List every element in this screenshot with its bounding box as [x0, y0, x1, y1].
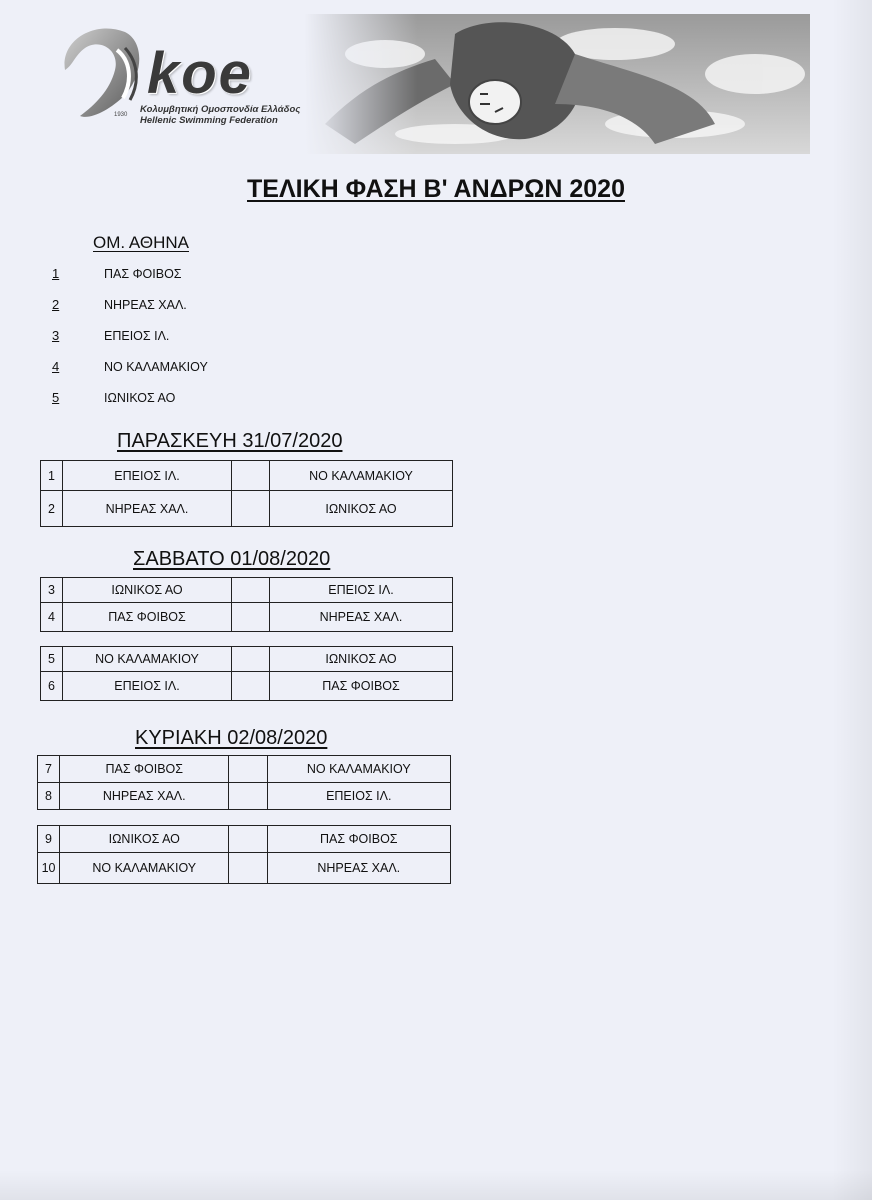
away-team: ΝΗΡΕΑΣ ΧΑΛ. — [270, 603, 453, 632]
home-team: ΙΩΝΙΚΟΣ ΑΟ — [63, 578, 232, 603]
day-title-sunday: ΚΥΡΙΑΚΗ 02/08/2020 — [135, 727, 328, 749]
match-number: 6 — [41, 672, 63, 701]
away-team: ΠΑΣ ΦΟΙΒΟΣ — [270, 672, 453, 701]
match-number: 9 — [38, 826, 60, 853]
table-row — [38, 853, 451, 884]
logo-year: 1930 — [114, 112, 128, 118]
score-cell — [232, 603, 270, 632]
match-number: 7 — [38, 756, 60, 783]
team-number: 3 — [52, 328, 60, 343]
logo-subtitle-english: Hellenic Swimming Federation — [140, 115, 278, 126]
team-name: ΕΠΕΙΟΣ ΙΛ. — [104, 329, 170, 343]
match-number: 4 — [41, 603, 63, 632]
table-row — [38, 826, 451, 853]
score-cell — [229, 756, 267, 783]
team-name: ΝΗΡΕΑΣ ΧΑΛ. — [104, 298, 187, 312]
score-cell — [232, 491, 270, 527]
score-cell — [229, 826, 267, 853]
koe-logo — [55, 20, 301, 140]
logo-word: koe — [147, 41, 253, 106]
away-team: ΝΟ ΚΑΛΑΜΑΚΙΟΥ — [270, 461, 453, 491]
score-cell — [229, 853, 267, 884]
table-row — [38, 783, 451, 810]
scan-edge-shadow — [0, 1170, 872, 1200]
match-table-saturday-1 — [40, 577, 453, 632]
match-number: 10 — [38, 853, 60, 884]
score-cell — [229, 783, 267, 810]
match-number: 2 — [41, 491, 63, 527]
team-number: 2 — [52, 297, 60, 312]
team-number: 5 — [52, 390, 60, 405]
table-row — [41, 461, 453, 491]
header-banner — [55, 14, 810, 154]
scan-edge-shadow — [832, 0, 872, 1200]
home-team: ΕΠΕΙΟΣ ΙΛ. — [63, 461, 232, 491]
table-row — [41, 578, 453, 603]
away-team: ΠΑΣ ΦΟΙΒΟΣ — [267, 826, 450, 853]
away-team: ΕΠΕΙΟΣ ΙΛ. — [270, 578, 453, 603]
away-team: ΙΩΝΙΚΟΣ ΑΟ — [270, 647, 453, 672]
table-row — [41, 647, 453, 672]
match-number: 8 — [38, 783, 60, 810]
match-number: 5 — [41, 647, 63, 672]
score-cell — [232, 647, 270, 672]
match-number: 3 — [41, 578, 63, 603]
table-row — [41, 603, 453, 632]
away-team: ΕΠΕΙΟΣ ΙΛ. — [267, 783, 450, 810]
table-row — [38, 756, 451, 783]
match-number: 1 — [41, 461, 63, 491]
document-title: ΤΕΛΙΚΗ ΦΑΣΗ Β' ΑΝΔΡΩΝ 2020 — [247, 175, 625, 203]
day-title-saturday: ΣΑΒΒΑΤΟ 01/08/2020 — [133, 548, 331, 570]
score-cell — [232, 461, 270, 491]
home-team: ΕΠΕΙΟΣ ΙΛ. — [63, 672, 232, 701]
logo-subtitle-greek: Κολυμβητική Ομοσπονδία Ελλάδος — [140, 104, 301, 115]
home-team: ΠΑΣ ΦΟΙΒΟΣ — [60, 756, 229, 783]
table-row — [41, 672, 453, 701]
match-table-saturday-2 — [40, 646, 453, 701]
team-name: ΙΩΝΙΚΟΣ ΑΟ — [104, 391, 176, 405]
home-team: ΙΩΝΙΚΟΣ ΑΟ — [60, 826, 229, 853]
match-table-sunday-1 — [37, 755, 451, 810]
match-table-friday — [40, 460, 453, 527]
team-name: ΝΟ ΚΑΛΑΜΑΚΙΟΥ — [104, 360, 208, 374]
away-team: ΝΟ ΚΑΛΑΜΑΚΙΟΥ — [267, 756, 450, 783]
home-team: ΝΟ ΚΑΛΑΜΑΚΙΟΥ — [60, 853, 229, 884]
koe-emblem-icon — [55, 20, 150, 130]
away-team: ΝΗΡΕΑΣ ΧΑΛ. — [267, 853, 450, 884]
day-title-friday: ΠΑΡΑΣΚΕΥΗ 31/07/2020 — [117, 430, 343, 452]
away-team: ΙΩΝΙΚΟΣ ΑΟ — [270, 491, 453, 527]
home-team: ΝΗΡΕΑΣ ΧΑΛ. — [60, 783, 229, 810]
team-number: 1 — [52, 266, 60, 281]
score-cell — [232, 578, 270, 603]
home-team: ΝΗΡΕΑΣ ΧΑΛ. — [63, 491, 232, 527]
group-name: ΟΜ. ΑΘΗΝΑ — [93, 233, 189, 252]
team-number: 4 — [52, 359, 60, 374]
score-cell — [232, 672, 270, 701]
team-name: ΠΑΣ ΦΟΙΒΟΣ — [104, 267, 182, 281]
table-row — [41, 491, 453, 527]
home-team: ΝΟ ΚΑΛΑΜΑΚΙΟΥ — [63, 647, 232, 672]
home-team: ΠΑΣ ΦΟΙΒΟΣ — [63, 603, 232, 632]
match-table-sunday-2 — [37, 825, 451, 884]
